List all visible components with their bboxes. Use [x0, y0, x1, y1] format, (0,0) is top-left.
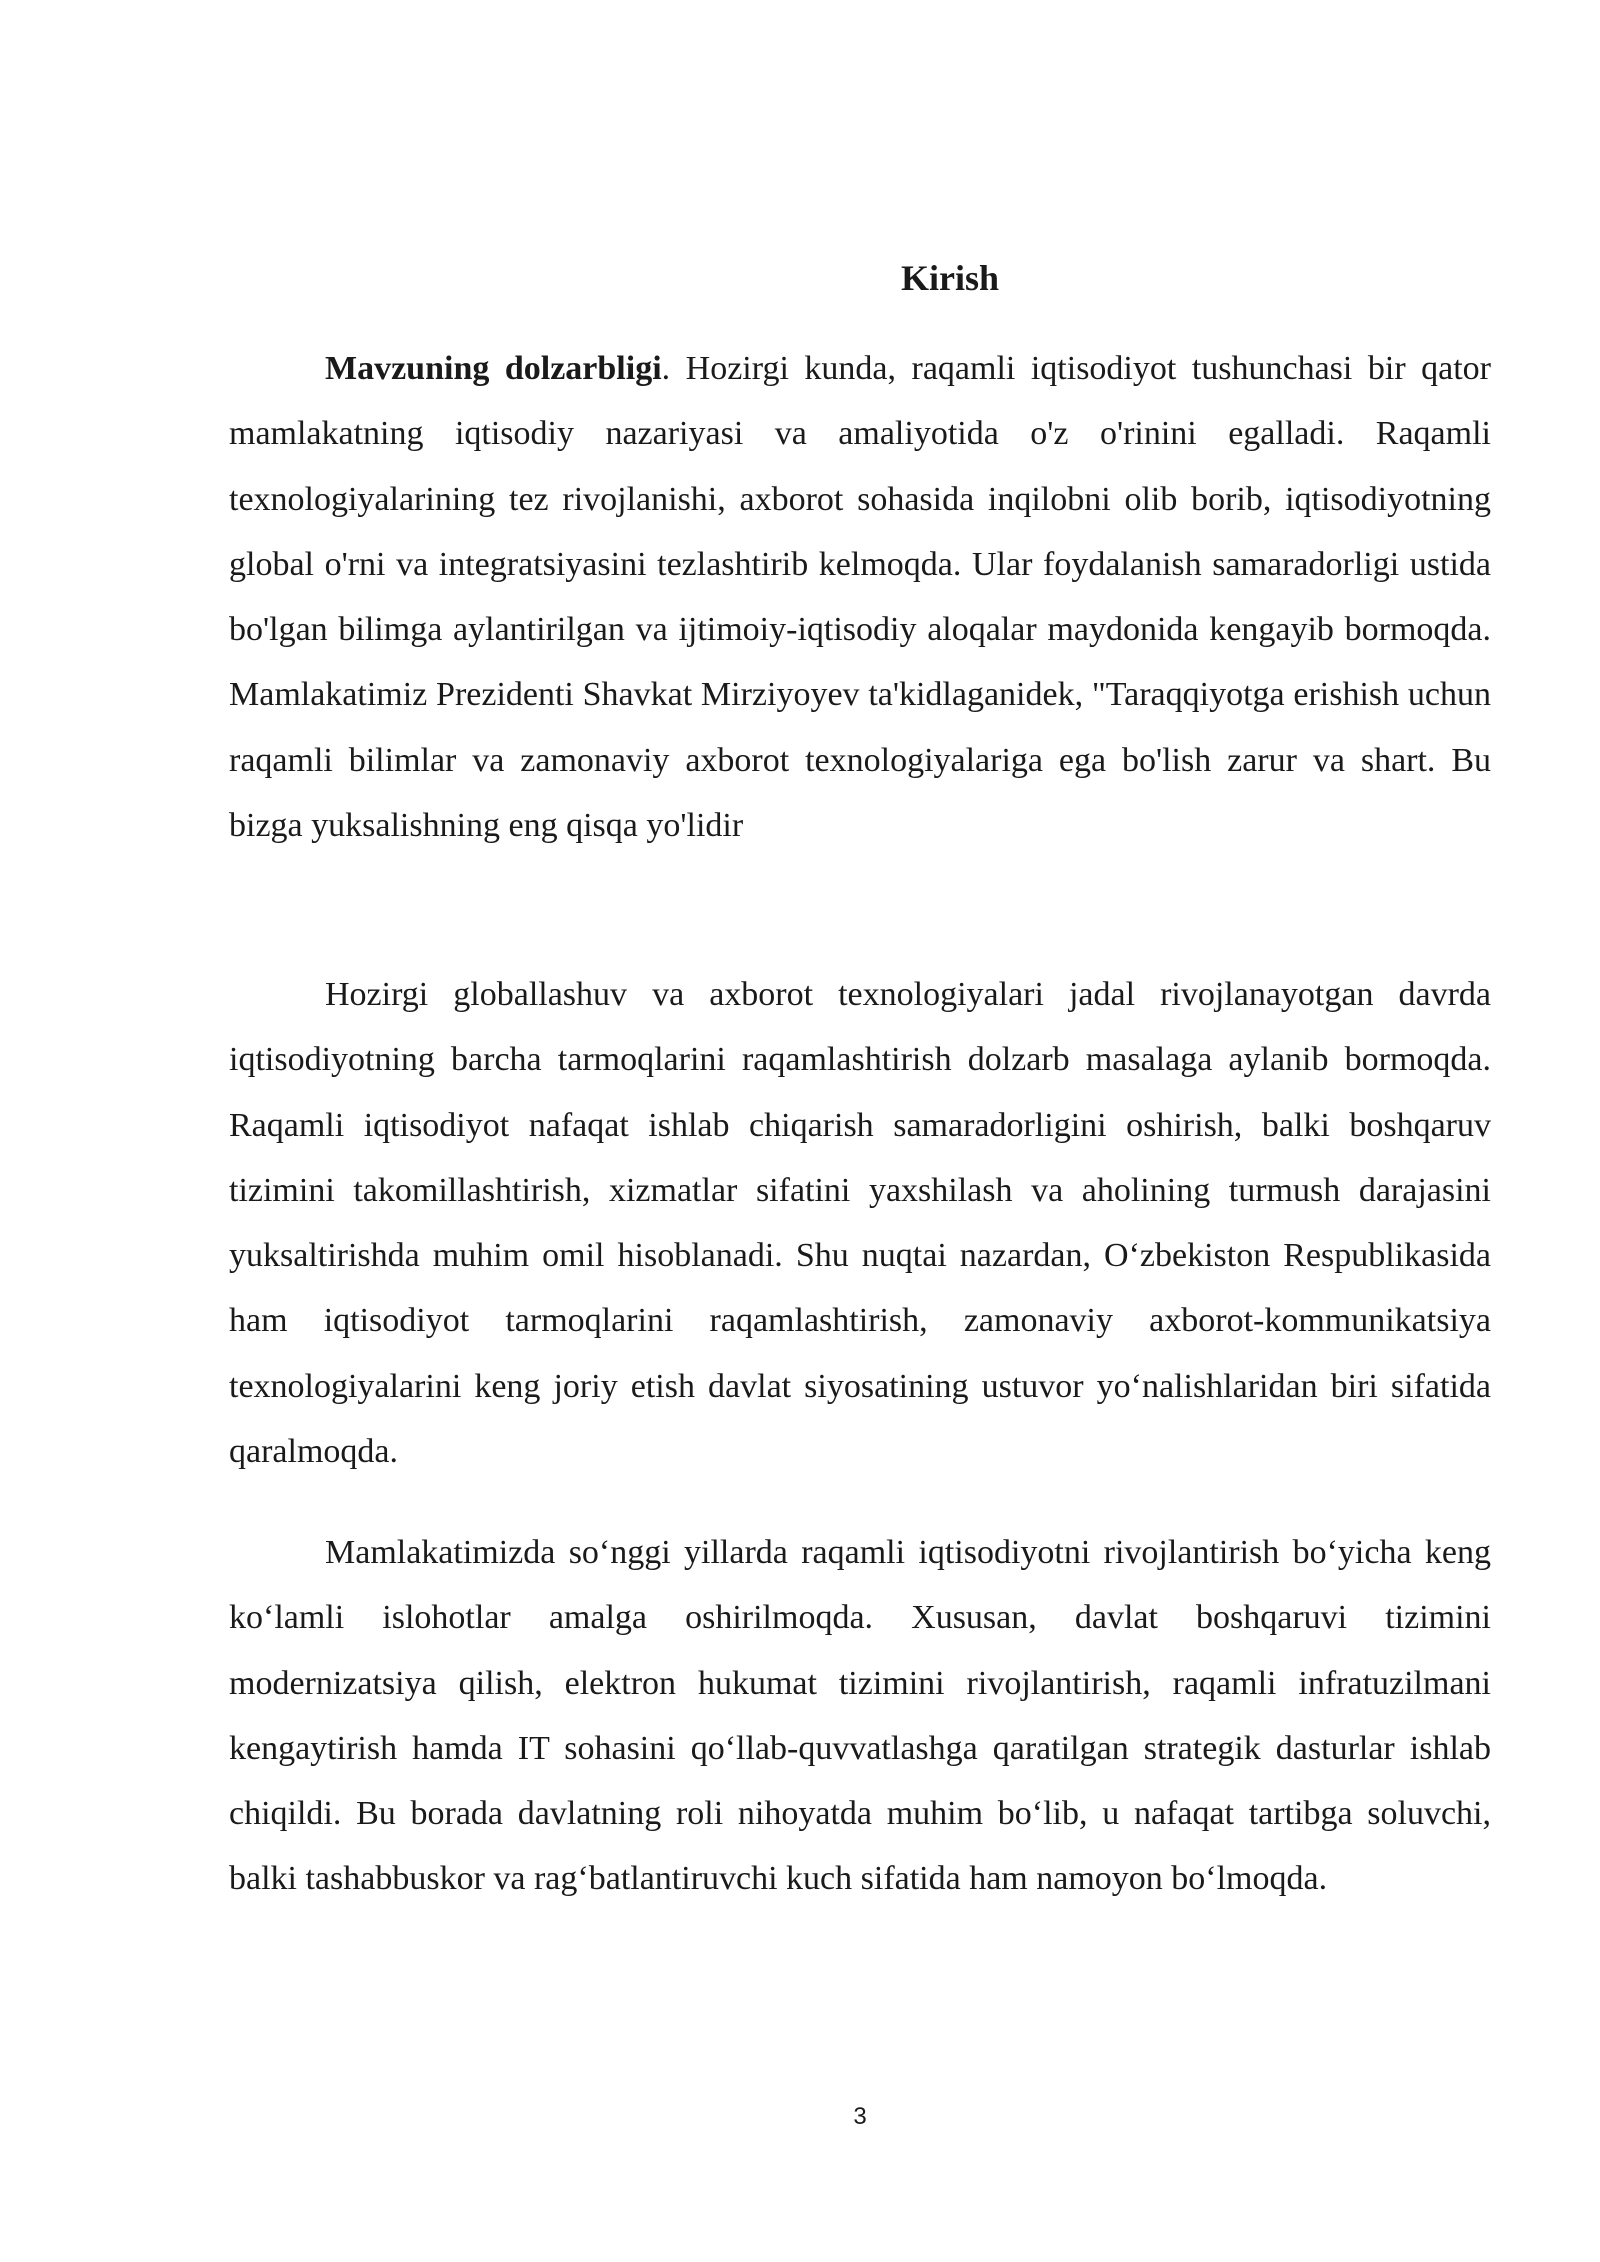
- paragraph-reforms: Mamlakatimizda so‘nggi yillarda raqamli iqtisodiyotni rivojlantirish bo‘yicha keng ko‘lamli islohotlar amalga oshirilmoqda. Xususan, davlat boshqaruvi tizimini modernizatsiya qilish, elektron hukumat tizimini rivojlantirish, raqamli infratuzilmani kengaytirish hamda IT sohasini qo‘llab-quvvatlashga qaratilgan strategik dasturlar ishlab chiqildi. Bu borada davlatning roli nihoyatda muhim bo‘lib, u nafaqat tartibga soluvchi, balki tashabbuskor va rag‘batlantiruvchi kuch sifatida ham namoyon bo‘lmoqda.: [229, 1534, 1491, 1898]
- paragraph-lead-heading: Mavzuning dolzarbligi: [325, 350, 662, 387]
- paragraph-text: . Hozirgi kunda, raqamli iqtisodiyot tushunchasi bir qator mamlakatning iqtisodiy nazariyasi va amaliyotida o'z o'rinini egalladi. Raqamli texnologiyalarining tez rivojlanishi, axborot sohasida inqilobni olib borib, iqtisodiyotning global o'rni va integratsiyasini tezlashtirib kelmoqda. Ular foydalanish samaradorligi ustida bo'lgan bilimga aylantirilgan va ijtimoiy-iqtisodiy aloqalar maydonida kengayib bormoqda. Mamlakatimiz Prezidenti Shavkat Mirziyoyev ta'kidlaganidek, "Taraqqiyotga erishish uchun raqamli bilimlar va zamonaviy axborot texnologiyalariga ega bo'lish zarur va shart. Bu bizga yuksalishning eng qisqa yo'lidir: [229, 350, 1492, 845]
- section-title: Kirish: [900, 258, 999, 298]
- paragraph-relevance: [229, 336, 1491, 858]
- page-number: 3: [853, 2103, 867, 2130]
- paragraph-globalization: Hozirgi globallashuv va axborot texnologiyalari jadal rivojlanayotgan davrda iqtisodiyotning barcha tarmoqlarini raqamlashtirish dolzarb masalaga aylanib bormoqda. Raqamli iqtisodiyot nafaqat ishlab chiqarish samaradorligini oshirish, balki boshqaruv tizimini takomillashtirish, xizmatlar sifatini yaxshilash va aholining turmush darajasini yuksaltirishda muhim omil hisoblanadi. Shu nuqtai nazardan, O‘zbekiston Respublikasida ham iqtisodiyot tarmoqlarini raqamlashtirish, zamonaviy axborot-kommunikatsiya texnologiyalarini keng joriy etish davlat siyosatining ustuvor yo‘nalishlaridan biri sifatida qaralmoqda.: [229, 976, 1491, 1471]
